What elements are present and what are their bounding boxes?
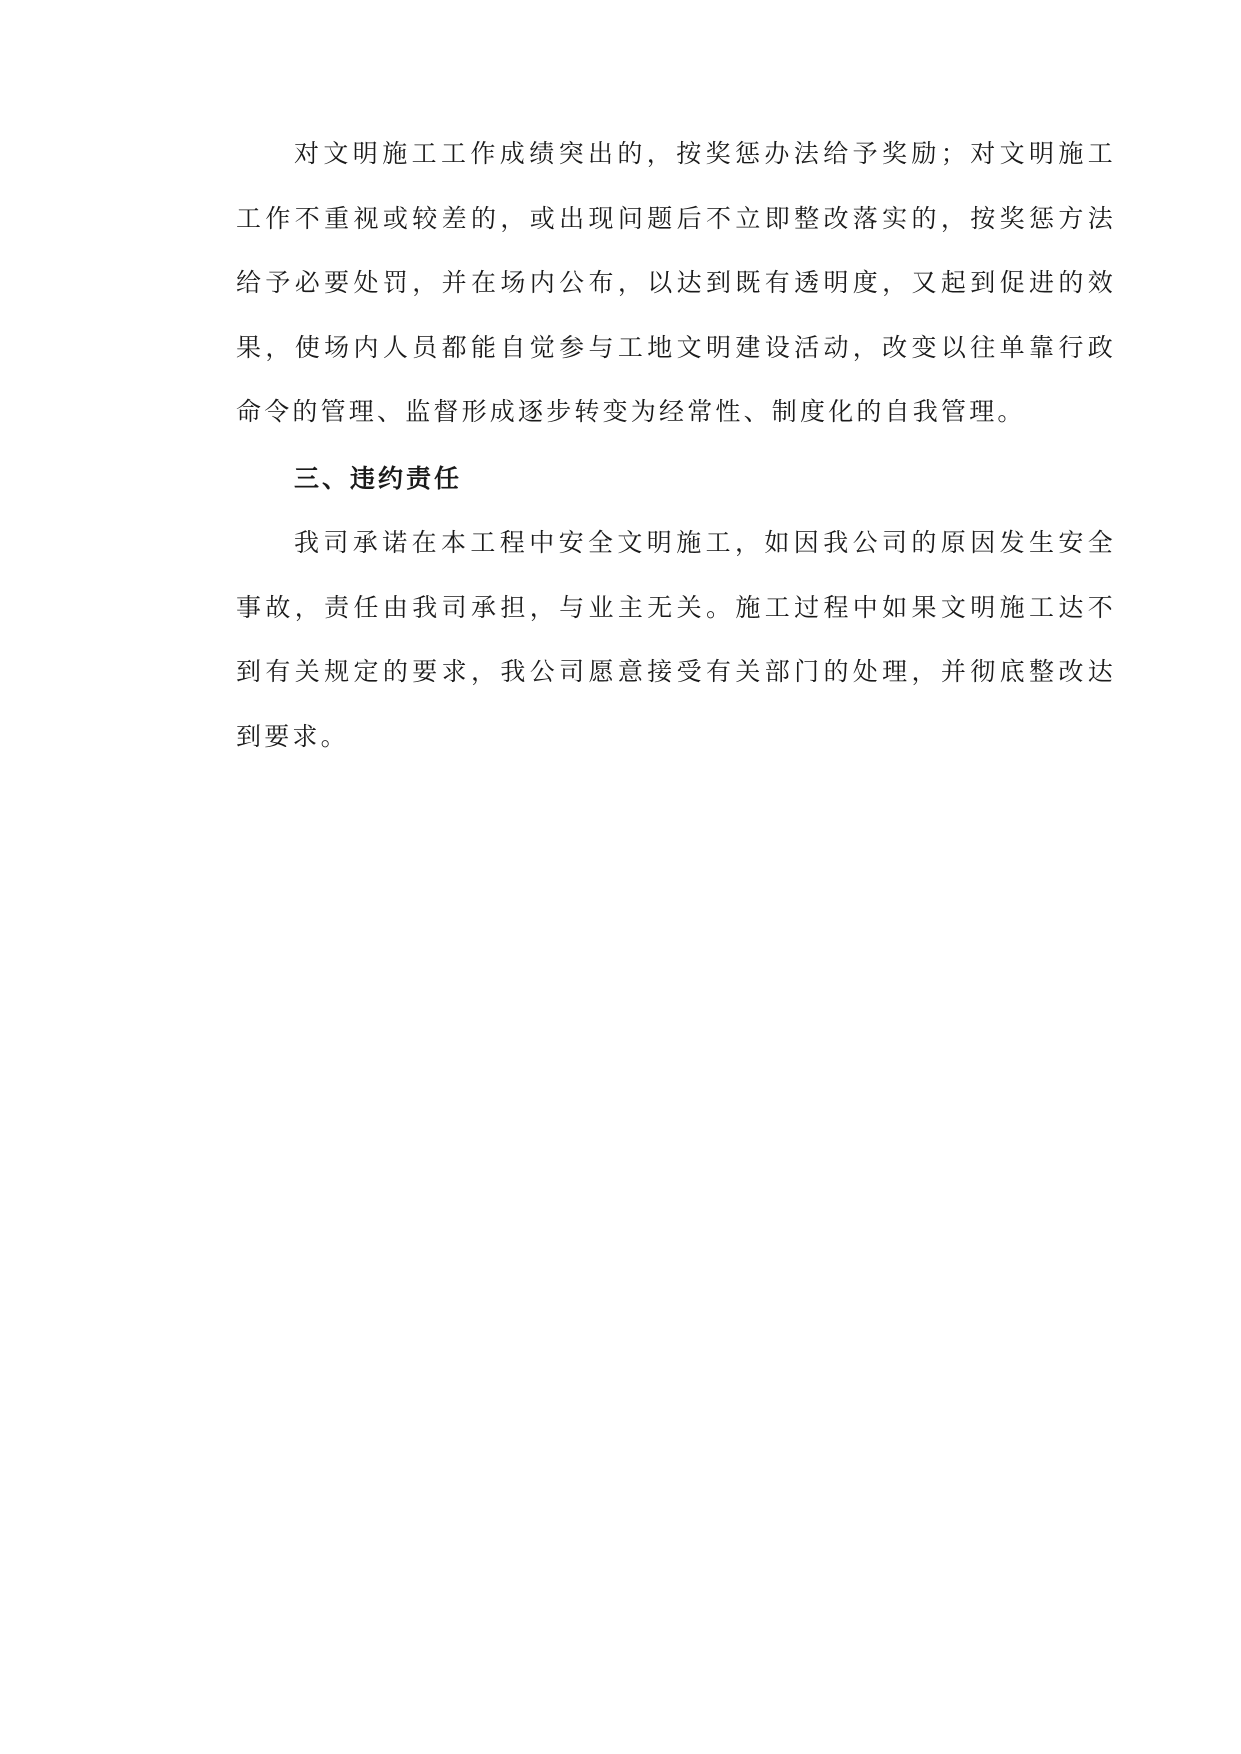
paragraph-line: 到有关规定的要求，我公司愿意接受有关部门的处理，并彻底整改达 bbox=[236, 657, 1116, 686]
paragraph-line: 果，使场内人员都能自觉参与工地文明建设活动，改变以往单靠行政 bbox=[236, 332, 1116, 362]
paragraph-line: 命令的管理、监督形成逐步转变为经常性、制度化的自我管理。 bbox=[236, 397, 1026, 426]
document-body bbox=[236, 122, 1116, 769]
paragraph-line: 我司承诺在本工程中安全文明施工，如因我公司的原因发生安全 bbox=[294, 528, 1116, 557]
paragraph-safety-commitment bbox=[236, 511, 1116, 769]
paragraph-line: 事故，责任由我司承担，与业主无关。施工过程中如果文明施工达不 bbox=[236, 592, 1116, 622]
paragraph-line: 工作不重视或较差的，或出现问题后不立即整改落实的，按奖惩方法 bbox=[236, 203, 1116, 233]
section-heading-breach-liability: 三、违约责任 bbox=[294, 463, 463, 493]
paragraph-line: 对文明施工工作成绩突出的，按奖惩办法给予奖励；对文明施工 bbox=[294, 139, 1116, 168]
paragraph-line: 到要求。 bbox=[236, 721, 349, 751]
paragraph-line: 给予必要处罚，并在场内公布，以达到既有透明度，又起到促进的效 bbox=[236, 268, 1116, 297]
paragraph-reward-penalty bbox=[236, 122, 1116, 445]
